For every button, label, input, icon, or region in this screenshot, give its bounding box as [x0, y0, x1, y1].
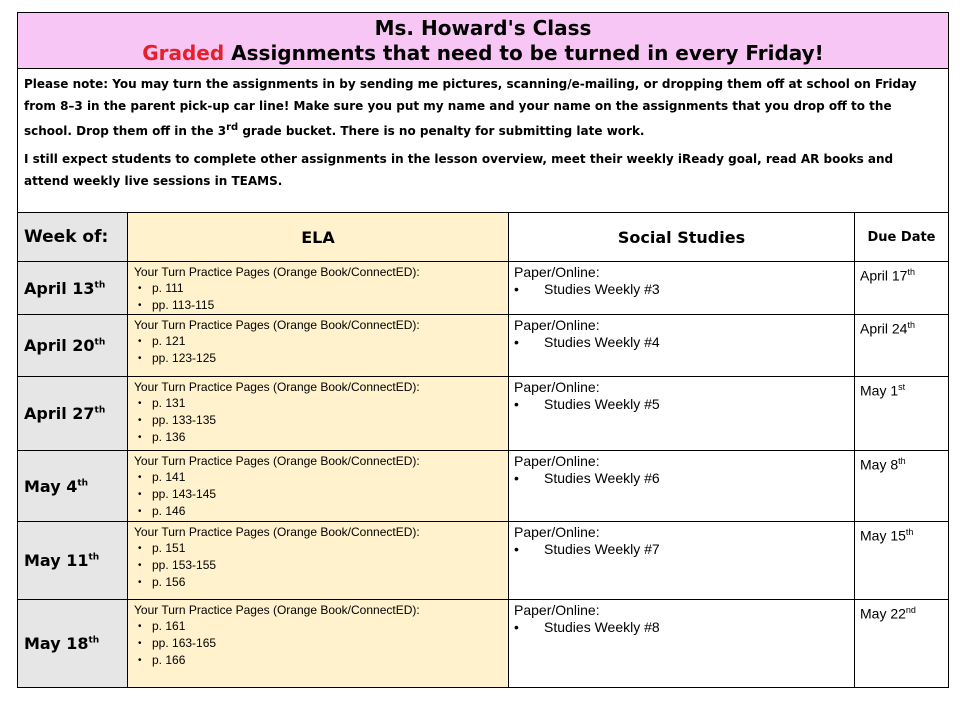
- due-suffix: th: [907, 320, 915, 330]
- due-suffix: th: [907, 267, 915, 277]
- ela-lead: Your Turn Practice Pages (Orange Book/ConnectED):: [134, 525, 420, 539]
- ss-lead: Paper/Online:: [514, 379, 600, 395]
- table-row: [18, 262, 949, 315]
- header-banner: [18, 13, 949, 69]
- column-header-due-date: Due Date: [855, 213, 949, 262]
- due-date-cell: [855, 600, 949, 688]
- ss-lead: Paper/Online:: [514, 317, 600, 333]
- due-date: May 15: [860, 527, 906, 544]
- due-suffix: nd: [905, 605, 916, 615]
- assignment-sheet: [17, 12, 948, 688]
- column-header-week: Week of:: [18, 213, 128, 262]
- ela-item: • pp. 133-135: [152, 412, 508, 429]
- ss-item: [514, 396, 854, 413]
- week-label: April 13: [24, 278, 95, 298]
- note-p1-sup: rd: [226, 122, 239, 133]
- subtitle-rest: Assignments that need to be turned in every Friday!: [224, 40, 824, 65]
- ela-list: [134, 280, 508, 314]
- due-date-cell: [855, 315, 949, 377]
- ela-item: • p. 166: [152, 652, 508, 669]
- ela-item: • p. 136: [152, 429, 508, 446]
- assignment-table: [17, 12, 949, 688]
- due-date: May 1: [860, 382, 899, 399]
- ela-cell: [128, 451, 509, 522]
- ela-item: • p. 121: [152, 333, 508, 350]
- week-label: April 20: [24, 336, 95, 355]
- ss-item-text: Studies Weekly #6: [544, 470, 660, 486]
- note-paragraph-2: I still expect students to complete other assignments in the lesson overview, meet their weekly iReady goal, read AR books and attend weekly live sessions in TEAMS.: [24, 152, 894, 188]
- due-date: April 17: [860, 267, 908, 284]
- week-cell: [18, 451, 128, 522]
- week-suffix: th: [94, 405, 106, 416]
- ss-item-text: Studies Weekly #7: [544, 541, 660, 557]
- week-cell: [18, 600, 128, 688]
- column-header-ela: ELA: [128, 213, 509, 262]
- ss-item: [514, 470, 854, 487]
- social-studies-cell: [509, 377, 855, 451]
- due-date-cell: [855, 522, 949, 600]
- ss-item-text: Studies Weekly #5: [544, 396, 660, 412]
- ela-list: [134, 540, 508, 591]
- ss-lead: Paper/Online:: [514, 602, 600, 618]
- ss-item: [514, 541, 854, 558]
- note-paragraph-1: [24, 73, 942, 142]
- ss-item-text: Studies Weekly #8: [544, 619, 660, 635]
- note-p1-text: Please note: You may turn the assignments in by sending me pictures, scanning/e-mailing, or dropping them off at school on Friday from 8–3 in the parent pick-up car line! Make sure you put my name and your name on the assignments that you drop off to the school. Drop them off in the 3: [24, 77, 917, 138]
- social-studies-cell: [509, 451, 855, 522]
- ela-list: [134, 395, 508, 446]
- ss-bullet: •: [514, 396, 519, 412]
- ela-list: [134, 333, 508, 367]
- ela-lead: Your Turn Practice Pages (Orange Book/ConnectED):: [134, 318, 420, 332]
- ela-cell: [128, 262, 509, 315]
- table-row: [18, 600, 949, 688]
- ela-item: • p. 161: [152, 618, 508, 635]
- week-suffix: th: [88, 635, 100, 646]
- ela-cell: [128, 600, 509, 688]
- ela-item: • p. 146: [152, 503, 508, 520]
- due-date-cell: [855, 262, 949, 315]
- note-box: [18, 69, 949, 213]
- ela-item: • p. 131: [152, 395, 508, 412]
- ela-cell: [128, 522, 509, 600]
- week-label: May 4: [24, 476, 78, 496]
- due-suffix: th: [905, 527, 914, 537]
- ela-item: • pp. 153-155: [152, 557, 508, 574]
- ela-lead: Your Turn Practice Pages (Orange Book/ConnectED):: [134, 454, 420, 468]
- week-suffix: th: [77, 478, 89, 489]
- due-suffix: th: [898, 456, 906, 466]
- ss-bullet: •: [514, 541, 519, 557]
- week-cell: [18, 377, 128, 451]
- ela-list: [134, 618, 508, 669]
- note-p1-end: grade bucket. There is no penalty for submitting late work.: [238, 124, 645, 138]
- ss-bullet: •: [514, 281, 519, 297]
- ela-list: [134, 469, 508, 520]
- graded-word: Graded: [142, 40, 225, 65]
- due-date-cell: [855, 377, 949, 451]
- week-suffix: th: [94, 337, 106, 348]
- ela-item: • pp. 143-145: [152, 486, 508, 503]
- table-row: [18, 522, 949, 600]
- week-cell: [18, 522, 128, 600]
- ss-lead: Paper/Online:: [514, 264, 600, 280]
- ela-item: • pp. 123-125: [152, 350, 508, 367]
- week-suffix: th: [94, 280, 106, 291]
- social-studies-cell: [509, 262, 855, 315]
- due-date: May 8: [860, 456, 899, 473]
- ela-lead: Your Turn Practice Pages (Orange Book/ConnectED):: [134, 265, 420, 279]
- class-title: Ms. Howard's Class: [374, 15, 592, 40]
- ela-item: • p. 141: [152, 469, 508, 486]
- column-header-social-studies: Social Studies: [509, 213, 855, 262]
- due-date-cell: [855, 451, 949, 522]
- week-label: May 18: [24, 634, 89, 653]
- due-date: April 24: [860, 320, 908, 337]
- ss-bullet: •: [514, 619, 519, 635]
- ss-item: [514, 619, 854, 636]
- social-studies-cell: [509, 600, 855, 688]
- ela-item: • pp. 113-115: [152, 297, 508, 314]
- ss-item: [514, 281, 854, 298]
- ela-lead: Your Turn Practice Pages (Orange Book/ConnectED):: [134, 380, 420, 394]
- week-cell: [18, 262, 128, 315]
- ela-item: • p. 151: [152, 540, 508, 557]
- week-cell: [18, 315, 128, 377]
- ela-lead: Your Turn Practice Pages (Orange Book/ConnectED):: [134, 603, 420, 617]
- ss-bullet: •: [514, 334, 519, 350]
- table-row: [18, 315, 949, 377]
- ela-item: • p. 156: [152, 574, 508, 591]
- ela-cell: [128, 377, 509, 451]
- ss-item-text: Studies Weekly #4: [544, 334, 660, 350]
- ss-item-text: Studies Weekly #3: [544, 281, 660, 297]
- due-date: May 22: [860, 605, 906, 622]
- ela-item: • p. 111: [152, 280, 508, 297]
- social-studies-cell: [509, 315, 855, 377]
- ss-lead: Paper/Online:: [514, 524, 600, 540]
- table-row: [18, 451, 949, 522]
- due-suffix: st: [898, 382, 906, 392]
- ss-lead: Paper/Online:: [514, 453, 600, 469]
- ss-bullet: •: [514, 470, 519, 486]
- ela-item: • pp. 163-165: [152, 635, 508, 652]
- week-label: May 11: [24, 551, 89, 570]
- ss-item: [514, 334, 854, 351]
- page-subtitle: [18, 40, 948, 66]
- social-studies-cell: [509, 522, 855, 600]
- week-suffix: th: [88, 552, 100, 563]
- ela-cell: [128, 315, 509, 377]
- week-label: April 27: [24, 404, 95, 423]
- table-row: [18, 377, 949, 451]
